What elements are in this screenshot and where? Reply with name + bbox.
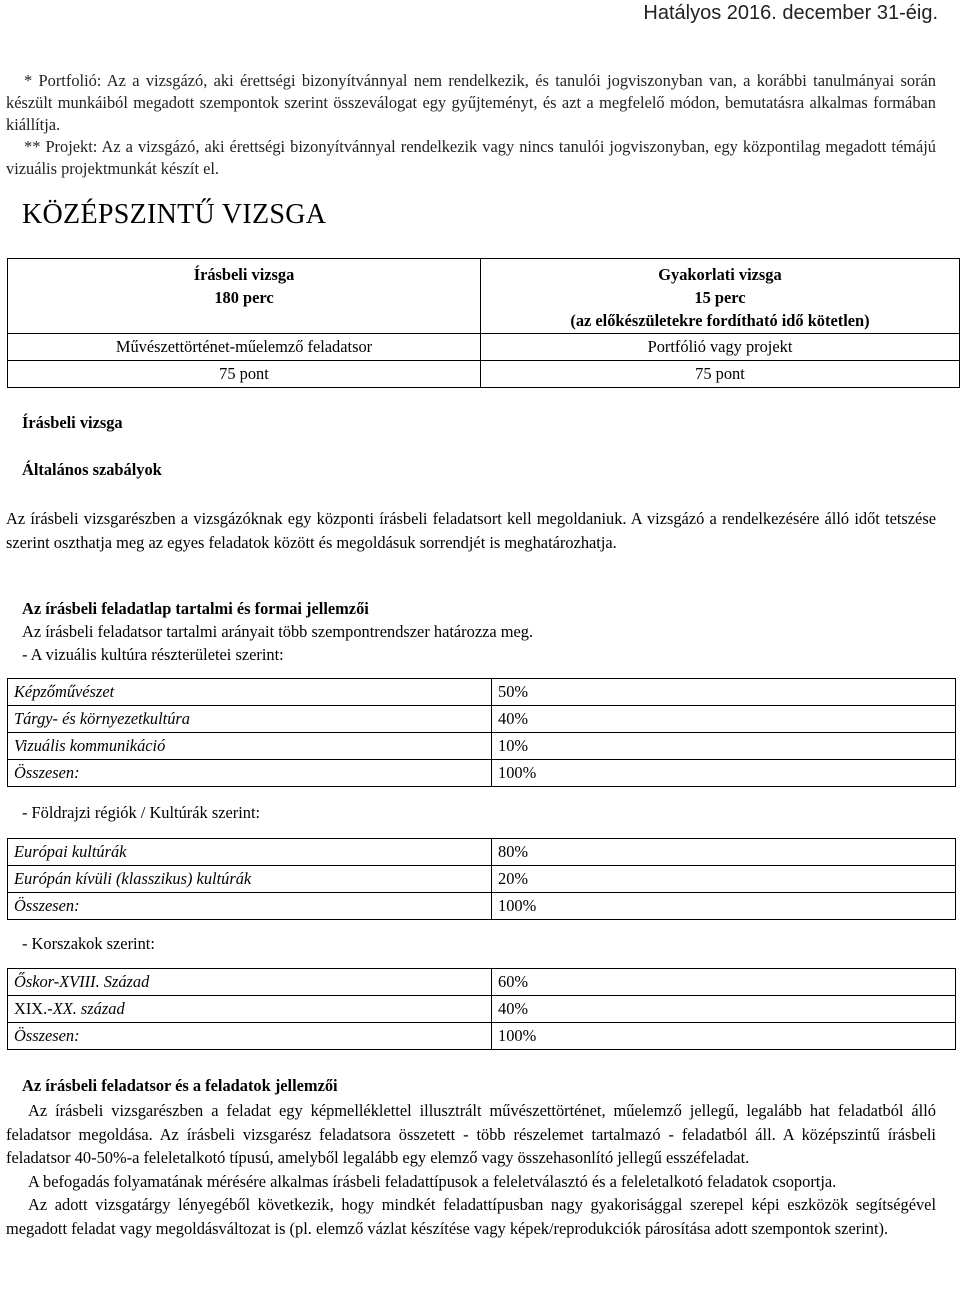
written-exam-task: Művészettörténet-műelemző feladatsor <box>8 334 481 361</box>
practical-exam-heading: Gyakorlati vizsga <box>658 265 782 284</box>
practical-exam-task: Portfólió vagy projekt <box>481 334 960 361</box>
table-row <box>8 969 956 996</box>
regions-label: Európai kultúrák <box>8 839 492 866</box>
tasks-section-body <box>6 1099 936 1240</box>
regions-table <box>7 838 956 920</box>
areas-total-value: 100% <box>492 760 956 787</box>
areas-total-label: Összesen: <box>8 760 492 787</box>
areas-label: Tárgy- és környezetkultúra <box>8 706 492 733</box>
portfolio-note <box>6 70 936 136</box>
eras-label-upright: XIX.- <box>14 999 53 1018</box>
table-row <box>8 996 956 1023</box>
tasks-paragraph-3: Az adott vizsgatárgy lényegéből következik, hogy mindkét feladattípusban nagy gyakorisággal szerepel képi eszközök segítségével megadott feladat vagy megoldásváltozat is (pl. elemző vázlat készítése vagy képek/reprodukciók párosítása adott szempontok szerint). <box>6 1195 936 1238</box>
regions-total-label: Összesen: <box>8 893 492 920</box>
areas-value: 50% <box>492 679 956 706</box>
tasks-paragraph-1: Az írásbeli vizsgarészben a feladat egy képmelléklettel illusztrált művészettörténet, műelemző jellegű, legalább hat feladatból álló feladatsor megoldása. Az írásbeli vizsgarész feladatsora összetett - több részelemet tartalmazó - feladatból áll. A középszintű írásbeli feladatsor 40-50%-a feleletalkotó típusú, amelyből legalább egy elemző vagy összehasonlító jellegű esszéfeladat. <box>6 1101 936 1167</box>
content-features-line1: Az írásbeli feladatsor tartalmi arányait több szempontrendszer határozza meg. <box>22 622 534 641</box>
tasks-paragraph-2: A befogadás folyamatának mérésére alkalmas írásbeli feladattípusok a feleletválasztó és a feleletalkotó feladatok csoportja. <box>28 1171 837 1191</box>
projekt-note-text: ** Projekt: Az a vizsgázó, aki érettségi bizonyítvánnyal rendelkezik vagy nincs tanulói jogviszonyban, egy központilag megadott témájú vizuális projektmunkát készít el. <box>6 137 936 178</box>
eras-heading: - Korszakok szerint: <box>22 934 155 953</box>
written-exam-section-heading: Írásbeli vizsga <box>22 413 123 432</box>
content-features-line2: - A vizuális kultúra részterületei szerint: <box>22 645 284 664</box>
eras-table <box>7 968 956 1050</box>
eras-total-label: Összesen: <box>8 1023 492 1050</box>
written-exam-heading: Írásbeli vizsga <box>193 265 295 284</box>
table-row <box>8 866 956 893</box>
regions-total-value: 100% <box>492 893 956 920</box>
areas-value: 10% <box>492 733 956 760</box>
table-row <box>8 1023 956 1050</box>
table-row <box>8 679 956 706</box>
eras-value: 40% <box>492 996 956 1023</box>
eras-value: 60% <box>492 969 956 996</box>
written-exam-header-cell <box>8 259 481 334</box>
regions-value: 80% <box>492 839 956 866</box>
content-features-heading: Az írásbeli feladatlap tartalmi és formai jellemzői <box>22 599 369 618</box>
table-row <box>8 706 956 733</box>
projekt-note <box>6 136 936 180</box>
table-row <box>8 893 956 920</box>
portfolio-note-text: * Portfolió: Az a vizsgázó, aki érettségi bizonyítvánnyal nem rendelkezik, és tanulói jogviszonyban van, a korábbi tanulmányai során készült munkáiból megadott szempontok szerint összeválogat egy gyűjteményt, és azt a megfelelő módon, bemutatásra alkalmas formában kiállítja. <box>6 71 936 134</box>
table-row <box>8 839 956 866</box>
areas-label: Képzőművészet <box>8 679 492 706</box>
eras-label: Őskor-XVIII. Század <box>8 969 492 996</box>
general-rules-paragraph: Az írásbeli vizsgarészben a vizsgázóknak egy központi írásbeli feladatsort kell megoldaniuk. A vizsgázó a rendelkezésére álló időt tetszése szerint oszthatja meg az egyes feladatok között és megoldásuk sorrendjét is meghatározhatja. <box>6 509 936 552</box>
regions-label: Európán kívüli (klasszikus) kultúrák <box>8 866 492 893</box>
eras-label-cell <box>8 996 492 1023</box>
validity-header: Hatályos 2016. december 31-éig. <box>643 2 938 24</box>
regions-value: 20% <box>492 866 956 893</box>
eras-label: XX. század <box>52 999 125 1018</box>
tasks-section-heading: Az írásbeli feladatsor és a feladatok jellemzői <box>22 1076 338 1095</box>
areas-table <box>7 678 956 787</box>
general-rules-text <box>6 507 936 554</box>
page-title: KÖZÉPSZINTŰ VIZSGA <box>22 199 327 230</box>
practical-exam-note: (az előkészületekre fordítható idő kötetlen) <box>570 311 870 330</box>
table-row <box>8 733 956 760</box>
exam-structure-table <box>7 258 960 388</box>
general-rules-heading: Általános szabályok <box>22 460 162 479</box>
practical-exam-duration: 15 perc <box>694 288 746 307</box>
written-exam-duration: 180 perc <box>214 288 274 307</box>
practical-exam-header-cell <box>481 259 960 334</box>
written-exam-points: 75 pont <box>8 361 481 388</box>
areas-label: Vizuális kommunikáció <box>8 733 492 760</box>
regions-heading: - Földrajzi régiók / Kultúrák szerint: <box>22 803 261 822</box>
eras-total-value: 100% <box>492 1023 956 1050</box>
table-row <box>8 760 956 787</box>
areas-value: 40% <box>492 706 956 733</box>
practical-exam-points: 75 pont <box>481 361 960 388</box>
